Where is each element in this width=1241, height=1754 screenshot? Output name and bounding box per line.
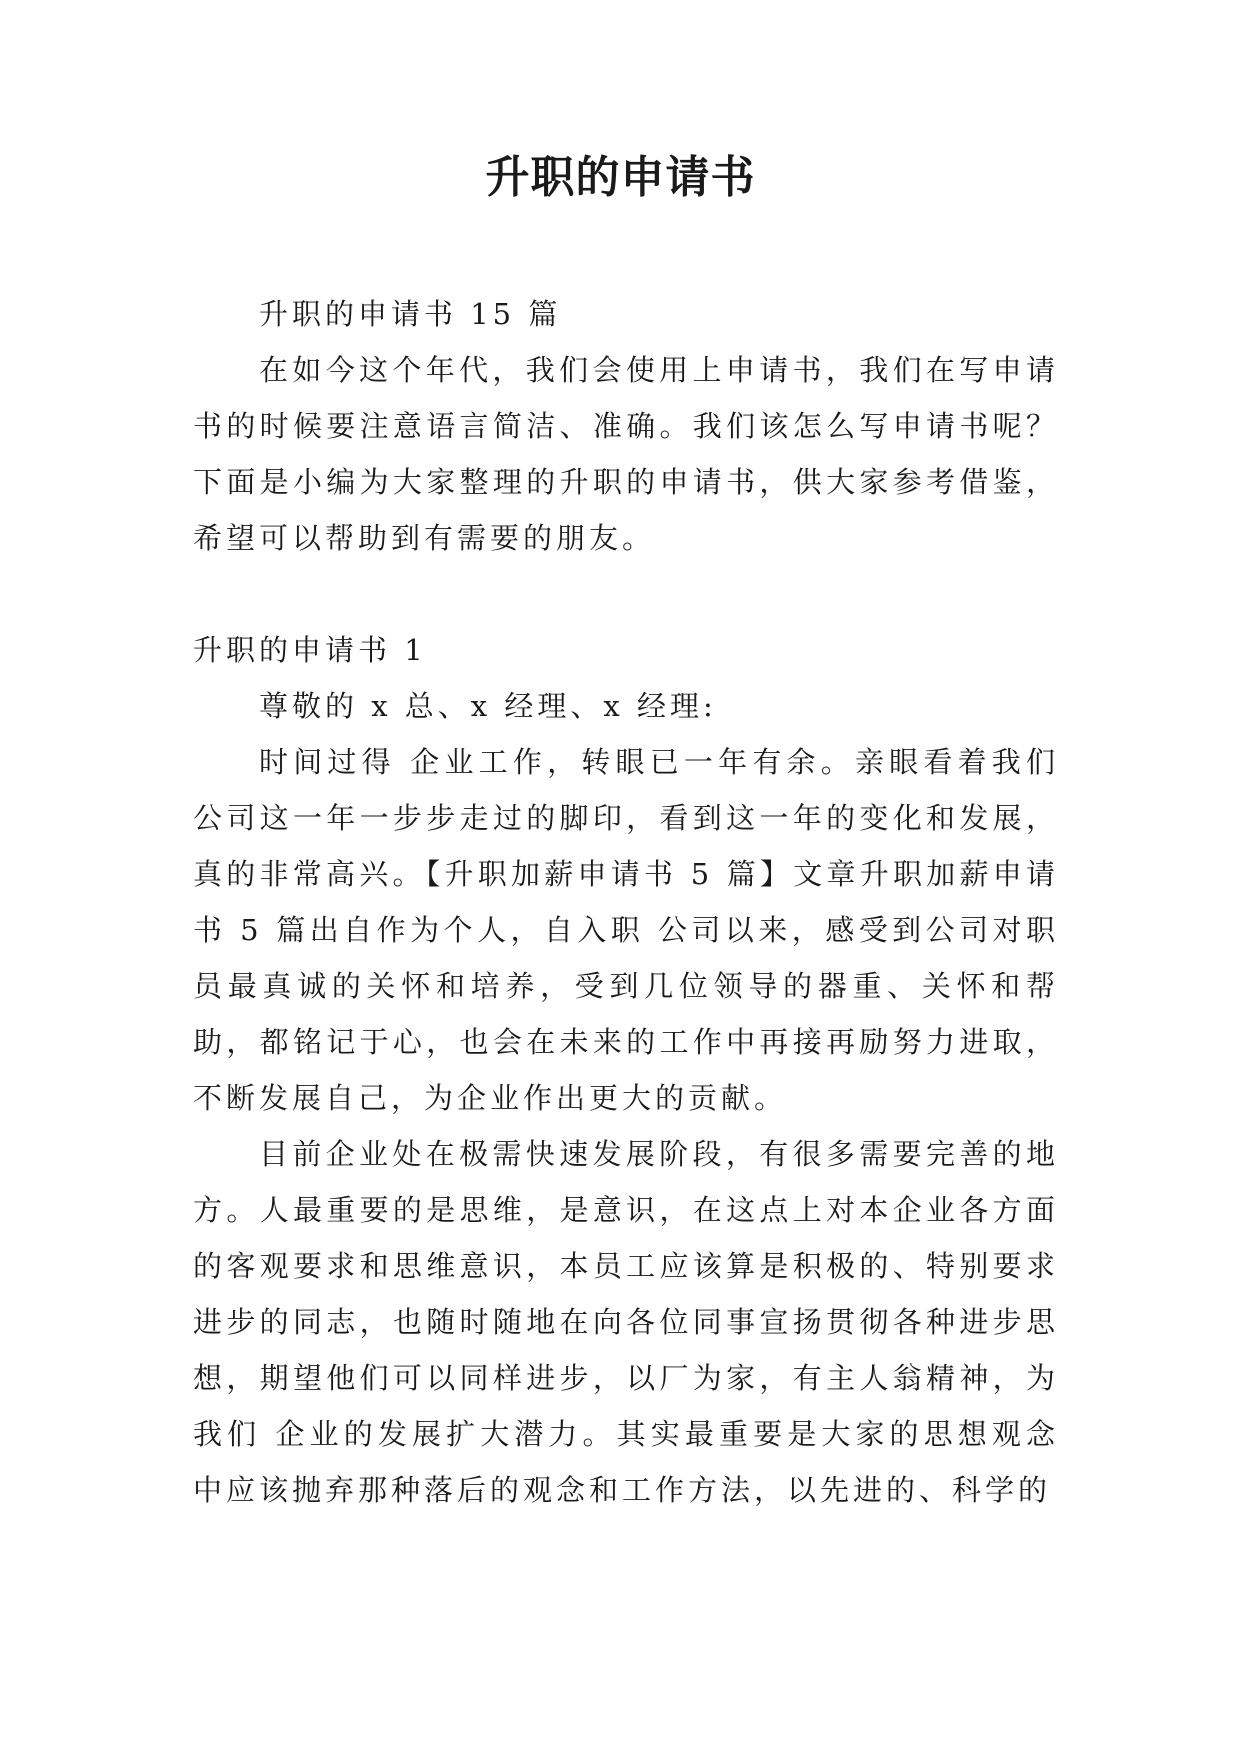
- salutation: 尊敬的 x 总、x 经理、x 经理:: [259, 689, 717, 723]
- spacer: [193, 566, 1059, 622]
- document-body: [193, 286, 1059, 1518]
- intro-paragraph: 在如今这个年代，我们会使用上申请书，我们在写申请书的时候要注意语言简洁、准确。我们该怎么写申请书呢？下面是小编为大家整理的升职的申请书，供大家参考借鉴，希望可以帮助到有需要的朋友。: [193, 353, 1059, 555]
- body-paragraph-2: 目前企业处在极需快速发展阶段，有很多需要完善的地方。人最重要的是思维，是意识，在这点上对本企业各方面的客观要求和思维意识，本员工应该算是积极的、特别要求进步的同志，也随时随地在向各位同事宣扬贯彻各种进步思想，期望他们可以同样进步，以厂为家，有主人翁精神，为我们 企业的发展扩大潜力。其实最重要是大家的思想观念中应该抛弃那种落后的观念和工作方法，以先进的、科学的: [193, 1137, 1059, 1507]
- body-paragraph-1: 时间过得 企业工作，转眼已一年有余。亲眼看着我们公司这一年一步步走过的脚印，看到这一年的变化和发展，真的非常高兴。【升职加薪申请书 5 篇】文章升职加薪申请书 5 篇出自作为个人，自入职 公司以来，感受到公司对职员最真诚的关怀和培养，受到几位领导的器重、关怀和帮助，都铭记于心，也会在未来的工作中再接再励努力进取，不断发展自己，为企业作出更大的贡献。: [193, 745, 1059, 1115]
- document-title: 升职的申请书: [485, 152, 756, 203]
- section-heading: 升职的申请书 1: [193, 633, 427, 667]
- document-subtitle: 升职的申请书 15 篇: [259, 297, 562, 331]
